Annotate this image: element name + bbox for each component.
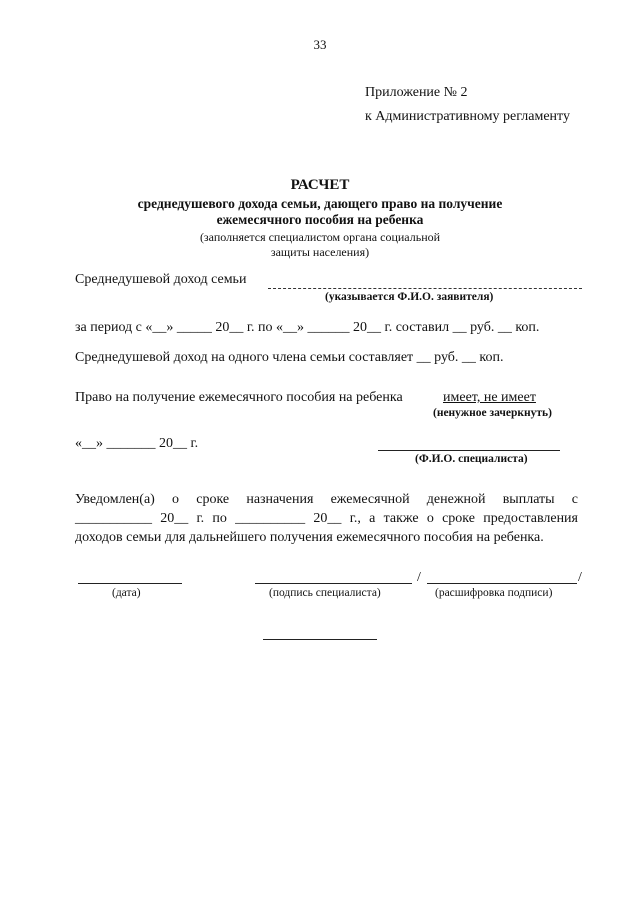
entitlement-options: имеет, не имеет [443,390,536,405]
strike-unneeded-hint: (ненужное зачеркнуть) [433,407,552,419]
notice-line2: ___________ 20__ г. по __________ 20__ г., а также о сроке предоставления [75,511,578,526]
date-caption: (дата) [112,587,141,599]
end-rule [263,639,377,640]
decoding-caption: (расшифровка подписи) [435,587,553,599]
document-subtitle-line2: ежемесячного пособия на ребенка [216,212,424,227]
signature-decoding-field[interactable] [427,583,577,584]
specialist-name-hint: (Ф.И.О. специалиста) [415,453,528,465]
specialist-signature-caption: (подпись специалиста) [269,587,381,599]
date-signature-field[interactable] [78,583,182,584]
income-label: Среднедушевой доход семьи [75,272,247,287]
per-member-income-line: Среднедушевой доход на одного члена семьи составляет __ руб. __ коп. [75,350,504,365]
document-subtitle-line1: среднедушевого дохода семьи, дающего право на получение [137,196,503,211]
appendix-reference: к Административному регламенту [365,109,570,124]
appendix-number: Приложение № 2 [365,85,468,100]
signature-separator-slash: / [417,570,421,585]
fill-note-line2: защиты населения) [270,245,370,259]
applicant-name-field[interactable] [268,288,582,289]
applicant-name-hint: (указывается Ф.И.О. заявителя) [325,291,494,303]
entitlement-label: Право на получение ежемесячного пособия на ребенка [75,390,403,405]
document-title: РАСЧЕТ [290,177,350,193]
date-line: «__» _______ 20__ г. [75,436,199,451]
specialist-signature-field[interactable] [255,583,412,584]
fill-note-line1: (заполняется специалистом органа социальной [199,230,441,244]
signature-end-slash: / [578,570,582,585]
specialist-name-field[interactable] [378,450,560,451]
page-number: 33 [313,37,327,52]
notice-line1: Уведомлен(а) о сроке назначения ежемесячной денежной выплаты с [75,492,578,507]
period-line: за период с «__» _____ 20__ г. по «__» ______ 20__ г. составил __ руб. __ коп. [75,320,540,335]
notice-line3: доходов семьи для дальнейшего получения ежемесячного пособия на ребенка. [75,530,544,545]
